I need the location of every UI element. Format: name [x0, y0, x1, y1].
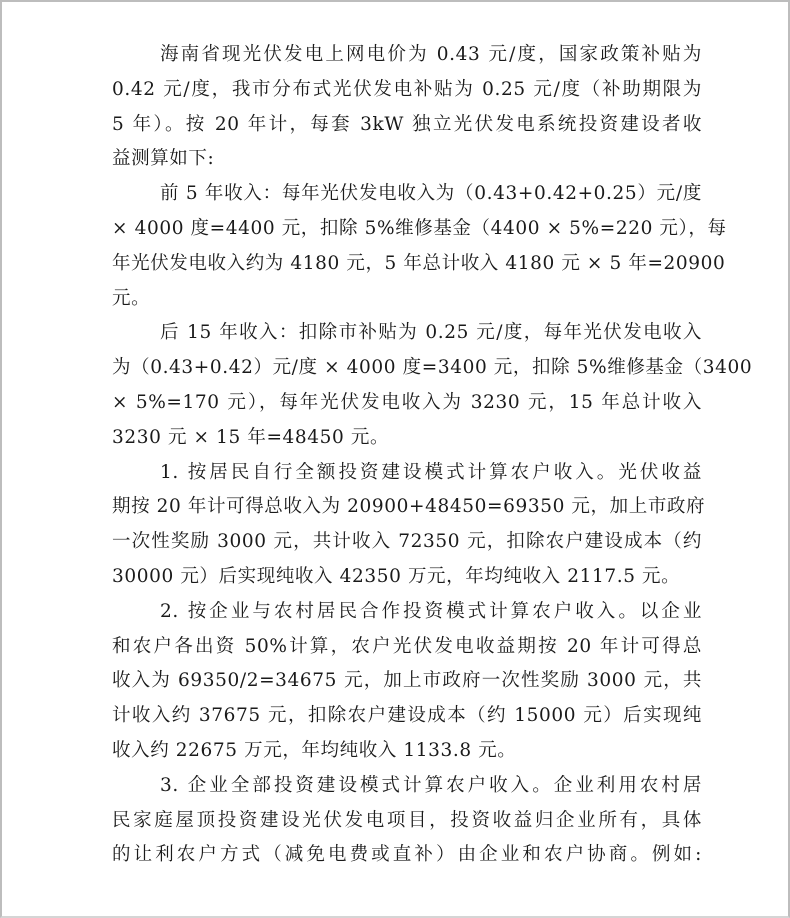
text-line: 元。 [112, 287, 151, 309]
text-line: 收入约 22675 万元，年均纯收入 1133.8 元。 [112, 739, 517, 761]
document-body [112, 38, 753, 873]
paragraph-mode-2 [112, 595, 702, 769]
text-line: 1. 按居民自行全额投资建设模式计算农户收入。光伏收益 [160, 461, 702, 483]
text-line: 民家庭屋顶投资建设光伏发电项目，投资收益归企业所有，具体 [112, 809, 702, 831]
text-line: 3230 元 × 15 年=48450 元。 [112, 426, 390, 448]
text-line: 年光伏发电收入约为 4180 元，5 年总计收入 4180 元 × 5 年=20900 [112, 252, 726, 274]
text-line: 2. 按企业与农村居民合作投资模式计算农户收入。以企业 [160, 600, 702, 622]
text-line: 5 年）。按 20 年计，每套 3kW 独立光伏发电系统投资建设者收 [112, 113, 702, 135]
text-line: × 4000 度=4400 元，扣除 5%维修基金（4400 × 5%=220 元），每 [112, 217, 727, 239]
text-line: 后 15 年收入：扣除市补贴为 0.25 元/度，每年光伏发电收入 [160, 322, 702, 344]
text-line: 期按 20 年计可得总收入为 20900+48450=69350 元，加上市政府 [112, 496, 706, 518]
text-line: × 5%=170 元），每年光伏发电收入为 3230 元，15 年总计收入 [112, 391, 702, 413]
paragraph-mode-3 [112, 769, 702, 873]
paragraph-first-5-years [112, 177, 727, 316]
text-line: 的让利农户方式（减免电费或直补）由企业和农户协商。例如: [112, 844, 702, 866]
paragraph-mode-1 [112, 456, 706, 595]
text-line: 和农户各出资 50%计算，农户光伏发电收益期按 20 年计可得总 [112, 635, 702, 657]
text-line: 益测算如下: [112, 148, 215, 170]
paragraph-last-15-years [112, 316, 753, 455]
text-line: 收入为 69350/2=34675 元，加上市政府一次性奖励 3000 元，共 [112, 670, 702, 692]
text-line: 计收入约 37675 元，扣除农户建设成本（约 15000 元）后实现纯 [112, 705, 702, 727]
text-line: 30000 元）后实现纯收入 42350 万元，年均纯收入 2117.5 元。 [112, 565, 681, 587]
text-line: 前 5 年收入：每年光伏发电收入为（0.43+0.42+0.25）元/度 [160, 183, 702, 205]
text-line: 海南省现光伏发电上网电价为 0.43 元/度，国家政策补贴为 [160, 44, 702, 65]
paragraph-intro [112, 38, 702, 177]
text-line: 0.42 元/度，我市分布式光伏发电补贴为 0.25 元/度（补助期限为 [112, 78, 702, 100]
text-line: 一次性奖励 3000 元，共计收入 72350 元，扣除农户建设成本（约 [112, 531, 702, 553]
text-line: 3. 企业全部投资建设模式计算农户收入。企业利用农村居 [160, 774, 702, 796]
text-line: 为（0.43+0.42）元/度 × 4000 度=3400 元，扣除 5%维修基金（3400 [112, 357, 753, 379]
